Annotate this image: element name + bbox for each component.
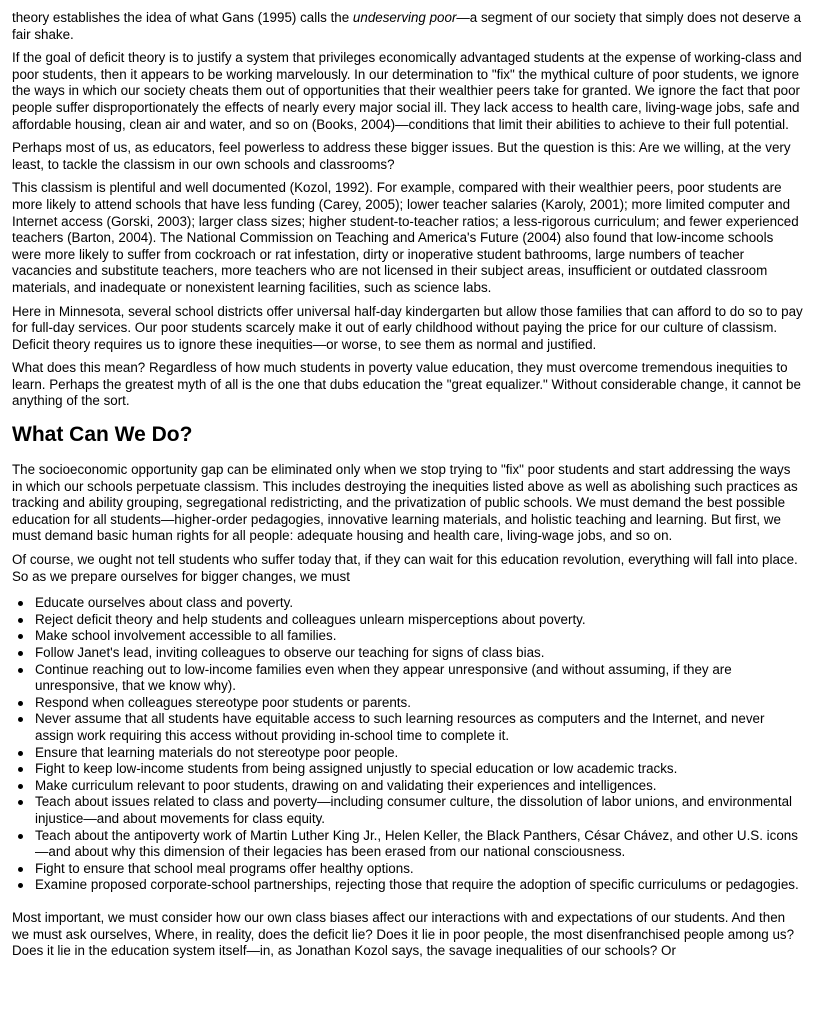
bullet-icon [18,767,23,772]
list-item [35,761,804,778]
list-item-text: Follow Janet's lead, inviting colleagues to observe our teaching for signs of class bias. [35,645,545,660]
list-item [35,877,804,894]
paragraph-text: —a segment of our society that simply does not deserve a fair shake. [12,10,802,42]
list-item [35,794,804,827]
section-heading: What Can We Do? [12,423,193,447]
bullet-icon [18,618,23,623]
paragraph-what-does-this-mean: What does this mean? Regardless of how much students in poverty value education, they must overcome tremendous inequities to learn. Perhaps the greatest myth of all is the one that dubs education the "great equalizer." Without considerable change, it cannot be anything of the sort. [12,360,801,409]
list-item [35,662,804,695]
article-page [12,10,804,967]
bullet-icon [18,867,23,872]
list-item-text: Educate ourselves about class and poverty. [35,595,294,611]
list-item-text: Make curriculum relevant to poor students, drawing on and validating their experiences and intelligences. [35,777,657,793]
bullet-icon [18,651,23,656]
bullet-icon [18,701,23,706]
list-item [35,828,804,861]
bullet-icon [18,717,23,722]
list-item [35,778,804,795]
action-list [12,595,804,894]
list-item [35,612,804,629]
paragraph-most-important: Most important, we must consider how our own class biases affect our interactions with and expectations of our students. And then we must ask ourselves, Where, in reality, does the deficit lie? Does it lie in poor people, the most disenfranchised people among us? Does it lie in the education system itself—in, as Jonathan Kozol says, the savage inequalities of our schools? Or [12,909,795,959]
list-item-text: Reject deficit theory and help students and colleagues unlearn misperceptions about poverty. [35,611,586,627]
list-item-text: Teach about issues related to class and poverty—including consumer culture, the dissolution of labor unions, and environmental injustice—and about movements for class equity. [35,794,793,826]
list-item-text: Ensure that learning materials do not stereotype poor people. [35,744,399,760]
paragraph-classism-documented: This classism is plentiful and well documented (Kozol, 1992). For example, compared with their wealthier peers, poor students are more likely to attend schools that have less funding (Carey, 2005); lower teacher salaries (Karoly, 2001); more limited computer and Internet access (Gorski, 2003); larger class sizes; higher student-to-teacher ratios; a less-rigorous curriculum; and fewer experienced teachers (Barton, 2004). The National Commission on Teaching and America's Future (2004) also found that low-income schools were more likely to suffer from cockroach or rat infestation, dirty or inoperative student bathrooms, large numbers of teacher vacancies and substitute teachers, more teachers who are not licensed in their subject areas, insufficient or outdated classroom materials, and inadequate or nonexistent learning facilities, such as science labs. [12,180,799,295]
paragraph-undeserving-poor [12,10,804,43]
list-item [35,595,804,612]
paragraph-text: theory establishes the idea of what Gans (1995) calls the [12,10,353,25]
bullet-icon [18,800,23,805]
list-item [35,861,804,878]
list-item-text: Make school involvement accessible to all families. [35,628,337,644]
paragraph-deficit-theory-goal: If the goal of deficit theory is to justify a system that privileges economically advantaged students at the expense of working-class and poor students, then it appears to be working marvelously. In our determination to "fix" the mythical culture of poor students, we ignore the ways in which our society cheats them out of opportunities that their wealthier peers take for granted. We ignore the fact that poor people suffer disproportionately the effects of nearly every major social ill. They lack access to health care, living-wage jobs, safe and affordable housing, clean air and water, and so on (Books, 2004)—conditions that limit their abilities to achieve to their full potential. [12,50,802,132]
bullet-icon [18,668,23,673]
bullet-icon [18,751,23,756]
list-item-text: Fight to keep low-income students from being assigned unjustly to special education or low academic tracks. [35,761,678,777]
bullet-icon [18,601,23,606]
list-item-text: Examine proposed corporate-school partnerships, rejecting those that require the adoption of specific curriculums or pedagogies. [35,877,799,893]
list-item-text: Never assume that all students have equitable access to such learning resources as computers and the Internet, and never assign work requiring this access without providing in-school time to complete it. [35,711,765,743]
bullet-icon [18,834,23,839]
list-item-text: Fight to ensure that school meal programs offer healthy options. [35,860,414,876]
list-item-text: Respond when colleagues stereotype poor students or parents. [35,694,411,710]
paragraph-minnesota: Here in Minnesota, several school districts offer universal half-day kindergarten but allow those families that can afford to do so to pay for full-day services. Our poor students scarcely make it out of early childhood without paying the price for our culture of classism. Deficit theory requires us to ignore these inequities—or worse, to see them as normal and justified. [12,303,803,352]
list-item-text: Teach about the antipoverty work of Martin Luther King Jr., Helen Keller, the Black Panthers, César Chávez, and other U.S. icons—and about why this dimension of their legacies has been erased from our national consciousness. [35,827,798,860]
paragraph-opportunity-gap: The socioeconomic opportunity gap can be eliminated only when we stop trying to "fix" poor students and start addressing the ways in which our schools perpetuate classism. This includes destroying the inequities listed above as well as abolishing such practices as tracking and ability grouping, segregational redistricting, and the privatization of public schools. We must demand the best possible education for all students—higher-order pedagogies, innovative learning materials, and holistic teaching and learning. But first, we must demand basic human rights for all people: adequate housing and health care, living-wage jobs, and so on. [12,462,798,544]
list-item [35,695,804,712]
bullet-icon [18,784,23,789]
bullet-icon [18,634,23,639]
paragraph-powerless: Perhaps most of us, as educators, feel powerless to address these bigger issues. But the question is this: Are we willing, at the very least, to tackle the classism in our own schools and classrooms? [12,140,791,172]
list-item [35,628,804,645]
emphasized-term: undeserving poor [352,10,457,25]
list-item-text: Continue reaching out to low-income families even when they appear unresponsive (and without assuming, if they are unresponsive, that we know why). [35,661,732,694]
list-item [35,745,804,762]
list-item [35,711,804,744]
paragraph-of-course: Of course, we ought not tell students who suffer today that, if they can wait for this education revolution, everything will fall into place. So as we prepare ourselves for bigger changes, we must [12,552,798,584]
list-item [35,645,804,662]
bullet-icon [18,883,23,888]
